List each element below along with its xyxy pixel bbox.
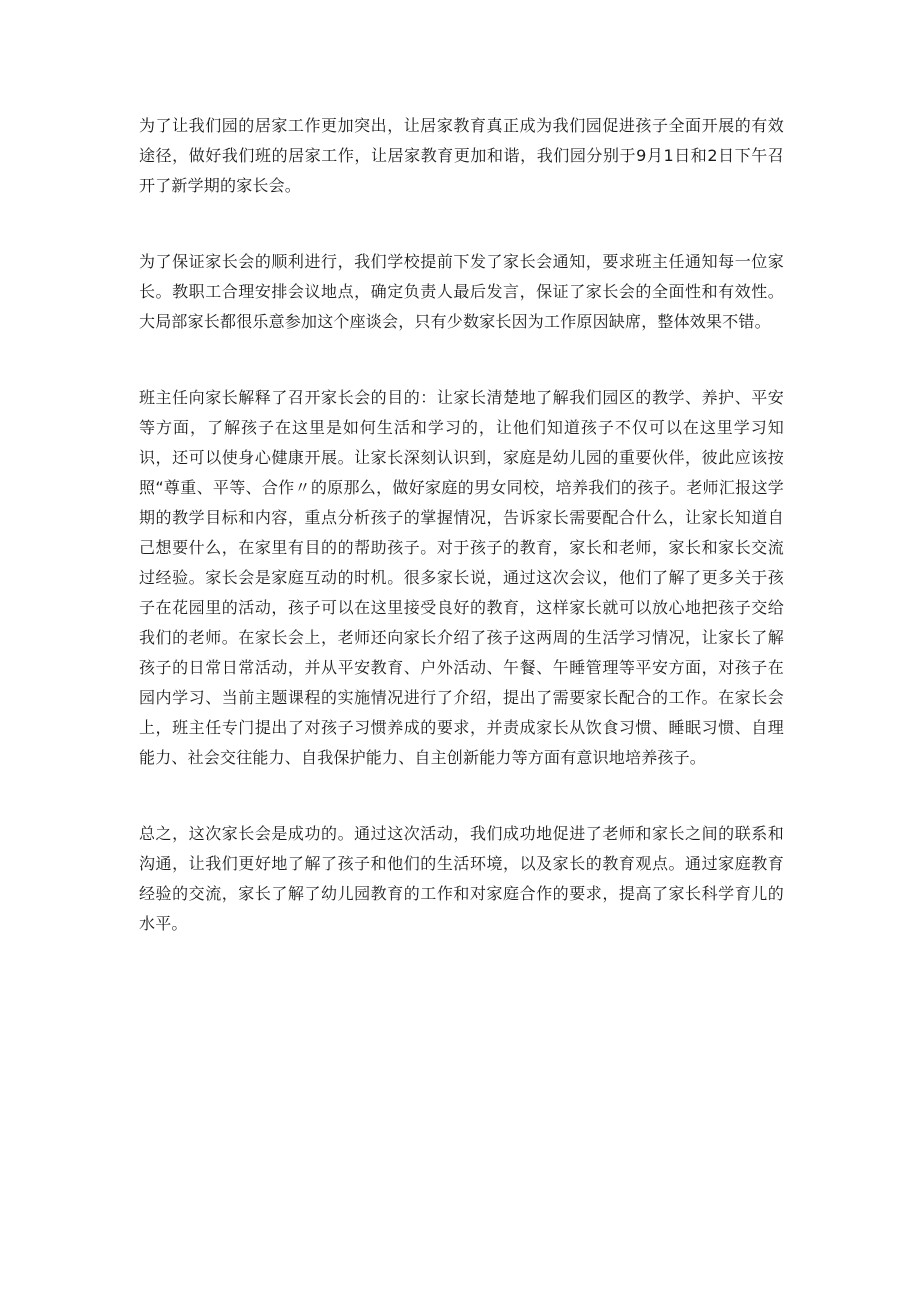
paragraph-meeting-content: 班主任向家长解释了召开家长会的目的：让家长清楚地了解我们园区的教学、养护、平安等方面，了解孩子在这里是如何生活和学习的，让他们知道孩子不仅可以在这里学习知识，还可以使身心健康开展。让家长深刻认识到，家庭是幼儿园的重要伙伴，彼此应该按照“尊重、平等、合作〃的原那么，做好家庭的男女同校，培养我们的孩子。老师汇报这学期的教学目标和内容，重点分析孩子的掌握情况，告诉家长需要配合什么，让家长知道自己想要什么，在家里有目的的帮助孩子。对于孩子的教育，家长和老师，家长和家长交流过经验。家长会是家庭互动的时机。很多家长说，通过这次会议，他们了解了更多关于孩子在花园里的活动，孩子可以在这里接受良好的教育，这样家长就可以放心地把孩子交给我们的老师。在家长会上，老师还向家长介绍了孩子这两周的生活学习情况，让家长了解孩子的日常日常活动，并从平安教育、户外活动、午餐、午睡管理等平安方面，对孩子在园内学习、当前主题课程的实施情况进行了介绍，提出了需要家长配合的工作。在家长会上，班主任专门提出了对孩子习惯养成的要求，并责成家长从饮食习惯、睡眠习惯、自理能力、社会交往能力、自我保护能力、自主创新能力等方面有意识地培养孩子。 bbox=[139, 388, 784, 767]
paragraph-conclusion: 总之，这次家长会是成功的。通过这次活动，我们成功地促进了老师和家长之间的联系和沟通，让我们更好地了解了孩子和他们的生活环境，以及家长的教育观点。通过家庭教育经验的交流，家长了解了幼儿园教育的工作和对家庭合作的要求，提高了家长科学育儿的水平。 bbox=[139, 824, 784, 933]
document-body bbox=[139, 111, 784, 939]
paragraph-intro: 为了让我们园的居家工作更加突出，让居家教育真正成为我们园促进孩子全面开展的有效途径，做好我们班的居家工作，让居家教育更加和谐，我们园分别于9月1日和2日下午召开了新学期的家长会。 bbox=[139, 116, 784, 195]
paragraph-preparation: 为了保证家长会的顺利进行，我们学校提前下发了家长会通知，要求班主任通知每一位家长。教职工合理安排会议地点，确定负责人最后发言，保证了家长会的全面性和有效性。大局部家长都很乐意参加这个座谈会，只有少数家长因为工作原因缺席，整体效果不错。 bbox=[139, 252, 784, 331]
